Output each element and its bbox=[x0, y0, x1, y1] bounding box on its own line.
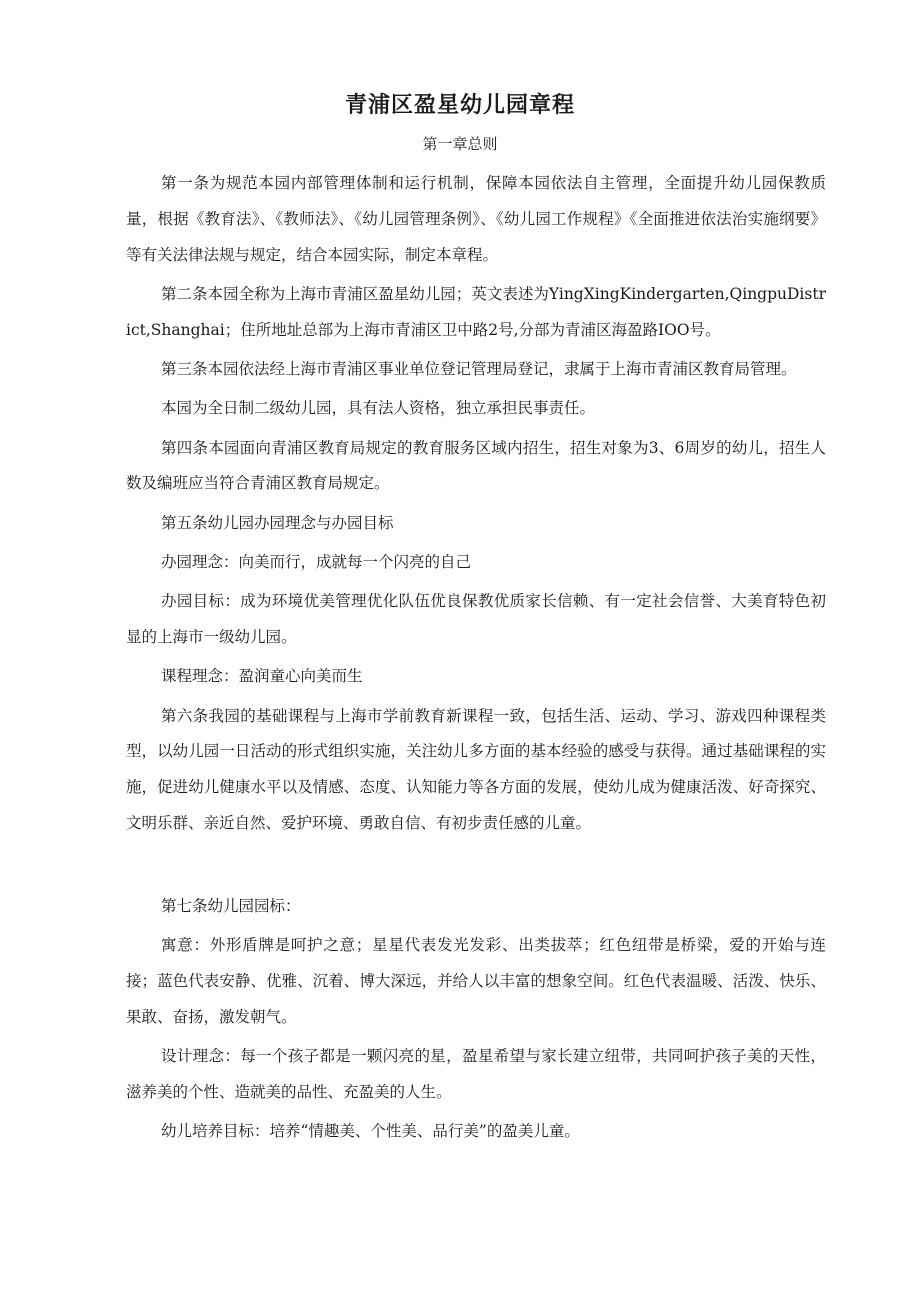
article-3-paragraph: 第三条本园依法经上海市青浦区事业单位登记管理局登记，隶属于上海市青浦区教育局管理。 bbox=[161, 359, 797, 378]
emblem-meaning-paragraph: 寓意：外形盾牌是呵护之意；星星代表发光发彩、出类拔萃；红色纽带是桥梁，爱的开始与连接；蓝色代表安静、优雅、沉着、博大深远，并给人以丰富的想象空间。红色代表温暖、活泼、快乐、果敢、奋扬，激发朝气。 bbox=[126, 936, 826, 1026]
article-5-heading: 第五条幼儿园办园理念与办园目标 bbox=[161, 513, 394, 532]
school-philosophy-paragraph: 办园理念：向美而行，成就每一个闪亮的自己 bbox=[161, 552, 472, 571]
document-body bbox=[126, 166, 826, 1153]
school-goal-paragraph: 办园目标：成为环境优美管理优化队伍优良保教优质家长信赖、有一定社会信誉、大美育特色初显的上海市一级幼儿园。 bbox=[126, 592, 826, 647]
chapter-heading: 第一章总则 bbox=[422, 135, 498, 153]
article-1-paragraph: 第一条为规范本园内部管理体制和运行机制，保障本园依法自主管理，全面提升幼儿园保教质量，根据《教育法》、《教师法》、《幼儿园管理条例》、《幼儿园工作规程》《全面推进依法治实施纲要》等有关法律法规与规定，结合本园实际，制定本章程。 bbox=[126, 174, 826, 264]
child-development-goal-paragraph: 幼儿培养目标：培养“情趣美、个性美、品行美”的盈美儿童。 bbox=[161, 1122, 580, 1141]
document-title: 青浦区盈星幼儿园章程 bbox=[344, 93, 575, 118]
article-7-heading: 第七条幼儿园园标： bbox=[161, 896, 301, 915]
article-6-paragraph: 第六条我园的基础课程与上海市学前教育新课程一致，包括生活、运动、学习、游戏四种课程类型，以幼儿园一日活动的形式组织实施，关注幼儿多方面的基本经验的感受与获得。通过基础课程的实施，促进幼儿健康水平以及情感、态度、认知能力等各方面的发展，使幼儿成为健康活泼、好奇探究、文明乐群、亲近自然、爱护环境、勇敢自信、有初步责任感的儿童。 bbox=[126, 706, 826, 833]
article-2-paragraph: 第二条本园全称为上海市青浦区盈星幼儿园；英文表述为YingXingKindergarten,QingpuDistrict,Shanghai；住所地址总部为上海市青浦区卫中路2号,分部为青浦区海盈路IOO号。 bbox=[126, 284, 826, 339]
legal-status-paragraph: 本园为全日制二级幼儿园，具有法人资格，独立承担民事责任。 bbox=[161, 399, 596, 418]
design-philosophy-paragraph: 设计理念：每一个孩子都是一颗闪亮的星，盈星希望与家长建立纽带，共同呵护孩子美的天性，滋养美的个性、造就美的品性、充盈美的人生。 bbox=[126, 1047, 826, 1101]
curriculum-philosophy-paragraph: 课程理念：盈润童心向美而生 bbox=[161, 667, 363, 686]
article-4-paragraph: 第四条本园面向青浦区教育局规定的教育服务区域内招生，招生对象为3、6周岁的幼儿，招生人数及编班应当符合青浦区教育局规定。 bbox=[126, 438, 826, 493]
